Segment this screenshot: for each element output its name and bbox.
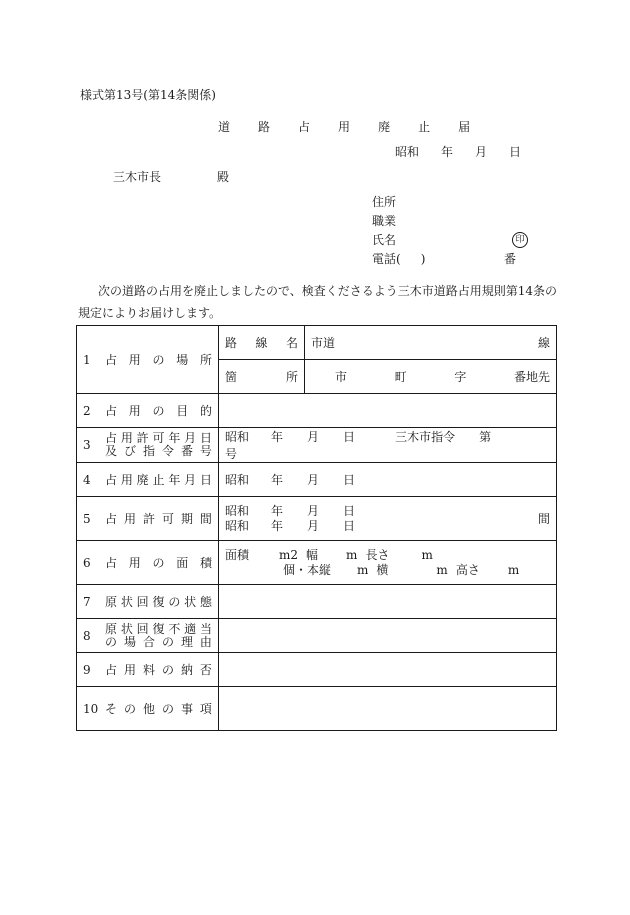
row-abolish-date-label: 4 占 用 廃 止 年 月 日	[77, 463, 219, 497]
period-field[interactable]: 昭和 年 月 日 昭和 年 月 日 間	[219, 497, 557, 541]
fee-field[interactable]	[219, 653, 557, 687]
document-title	[218, 118, 470, 135]
row-fee-label: 9 占 用 料 の 納 否	[77, 653, 219, 687]
title-char: 占	[298, 120, 311, 134]
notification-table	[76, 325, 557, 731]
row-place-label: 1 占 用 の 場 所	[77, 326, 219, 394]
seal-icon: 印	[512, 232, 528, 248]
row-other-label: 10 そ の 他 の 事 項	[77, 687, 219, 731]
body-text: 次の道路の占用を廃止しましたので、検査くださるよう三木市道路占用規則第14条の規定によりお届けします。	[78, 284, 558, 320]
addressee-name: 三木市長	[113, 170, 162, 184]
row-area-label: 6 占 用 の 面 積	[77, 541, 219, 585]
other-field[interactable]	[219, 687, 557, 731]
reason-field[interactable]	[219, 619, 557, 653]
date-year: 年	[441, 145, 454, 159]
addressee	[113, 168, 229, 185]
location-label: 箇 所	[219, 360, 305, 394]
permit-field[interactable]: 昭和 年 月 日 三木市指令 第号	[219, 428, 557, 463]
date-era: 昭和	[395, 145, 420, 159]
applicant-phone	[372, 250, 517, 269]
applicant-name: 氏名	[372, 233, 397, 247]
row-restoration-label: 7 原 状 回 復 の 状 態	[77, 585, 219, 619]
abolish-date-field[interactable]: 昭和 年 月 日	[219, 463, 557, 497]
title-char: 廃	[378, 120, 391, 134]
submission-date	[395, 143, 521, 160]
period-suffix: 間	[537, 512, 550, 526]
form-number: 様式第13号(第14条関係)	[80, 88, 216, 102]
title-char: 用	[338, 120, 351, 134]
applicant-occupation: 職業	[372, 214, 397, 228]
date-month: 月	[475, 145, 488, 159]
title-char: 届	[458, 120, 471, 134]
date-day: 日	[509, 145, 522, 159]
route-name-field[interactable]: 市道 線	[305, 326, 557, 360]
honorific: 殿	[217, 170, 230, 184]
row-reason-label: 8 原 状 回 復 不 適 当 の 場 合 の 理 由	[77, 619, 219, 653]
row-period-label: 5 占 用 許 可 期 間	[77, 497, 219, 541]
applicant-block	[372, 193, 525, 269]
purpose-field[interactable]	[219, 394, 557, 428]
route-name-label: 路 線 名	[219, 326, 305, 360]
title-char: 道	[218, 120, 231, 134]
restoration-field[interactable]	[219, 585, 557, 619]
title-char: 止	[418, 120, 431, 134]
row-permit-label: 3 占 用 許 可 年 月 日 及 び 指 令 番 号	[77, 428, 219, 463]
phone-prefix: 電話(	[372, 252, 401, 266]
phone-close: )	[420, 252, 426, 266]
applicant-address: 住所	[372, 195, 397, 209]
row-purpose-label: 2 占 用 の 目 的	[77, 394, 219, 428]
title-char: 路	[258, 120, 271, 134]
applicant-name-row	[372, 231, 525, 250]
location-field[interactable]: 市 町 字 番地先	[305, 360, 557, 394]
area-field[interactable]: 面積 m2 幅 m 長さ m 個・本縦 m 横 m 高さ m	[219, 541, 557, 585]
phone-suffix: 番	[504, 252, 517, 266]
